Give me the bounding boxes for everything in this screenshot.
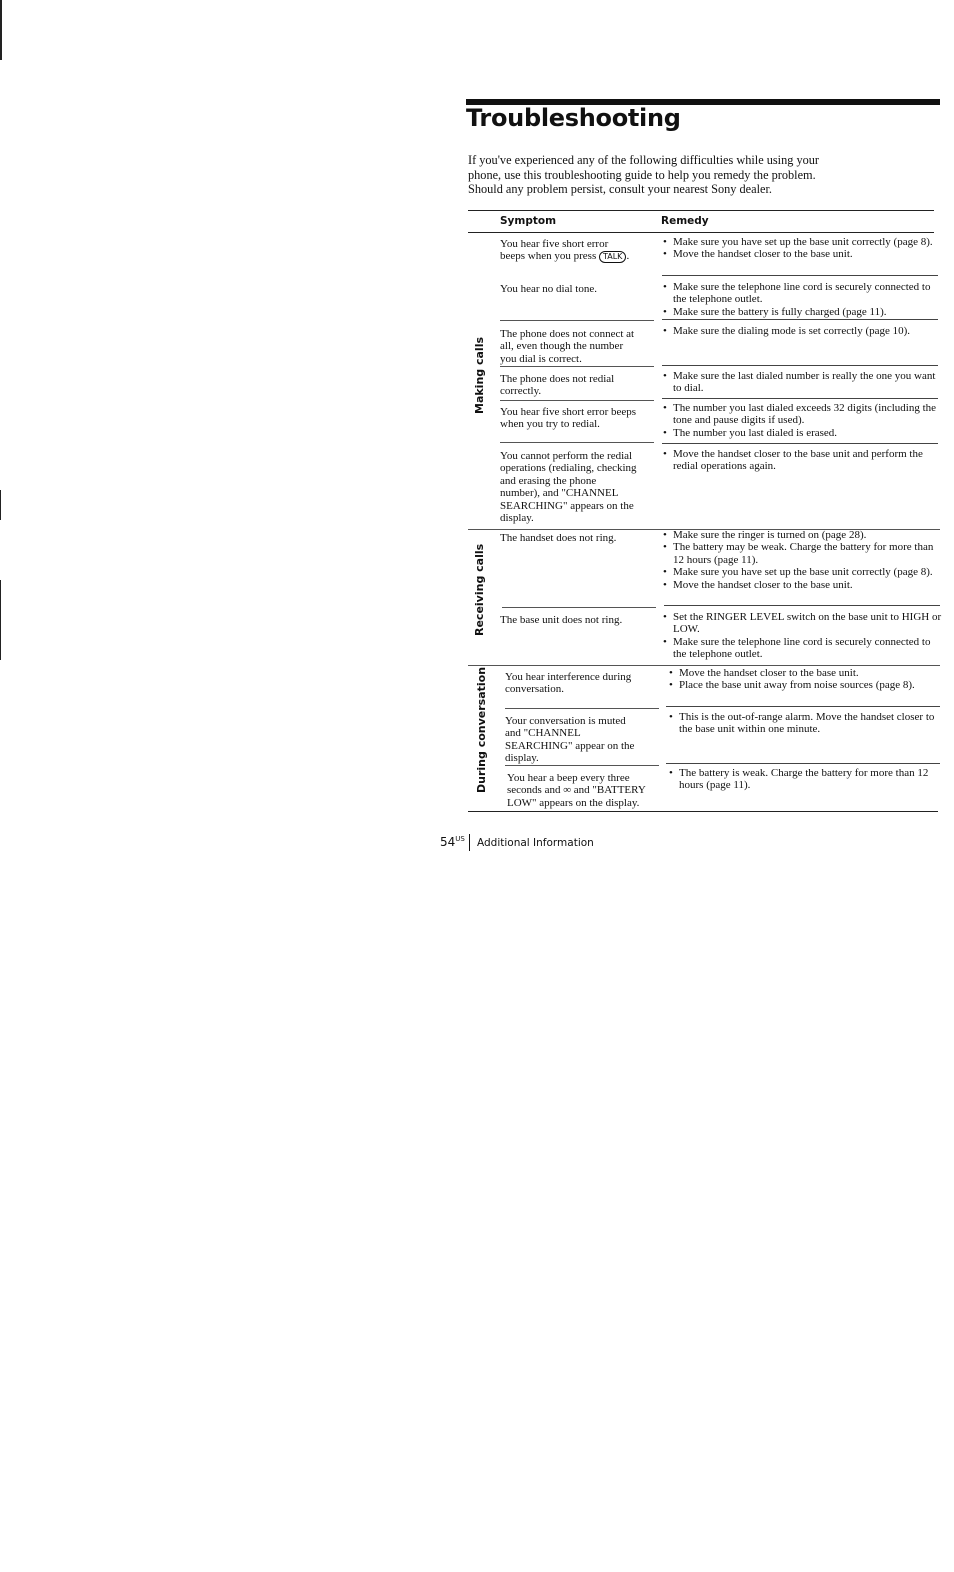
- row-divider: [666, 763, 940, 764]
- remedy-header: Remedy: [661, 215, 709, 227]
- remedy-item: • The number you last dialed is erased.: [662, 427, 942, 439]
- row-divider: [505, 765, 659, 766]
- symptom-text: [500, 238, 658, 263]
- row-divider: [662, 365, 938, 366]
- remedy-item: • Move the handset closer to the base unit.: [662, 248, 942, 260]
- remedy-list: [662, 325, 942, 337]
- symptom-text: You hear interference during conversation.: [505, 671, 632, 696]
- scan-edge-mark: [0, 580, 1, 660]
- symptom-text: The phone does not redial correctly.: [500, 373, 615, 398]
- symptom-text: You hear five short error beeps when you try to redial.: [500, 406, 637, 431]
- remedy-item: • The battery is weak. Charge the battery for more than 12 hours (page 11).: [668, 767, 948, 792]
- row-divider: [664, 605, 940, 606]
- remedy-item: • Make sure you have set up the base unit correctly (page 8).: [662, 566, 942, 578]
- page-title: Troubleshooting: [466, 104, 681, 132]
- remedy-item: • Make sure you have set up the base unit correctly (page 8).: [662, 236, 942, 248]
- remedy-item: • Move the handset closer to the base unit.: [668, 667, 948, 679]
- remedy-item: • Make sure the dialing mode is set correctly (page 10).: [662, 325, 942, 337]
- remedy-item: • Place the base unit away from noise sources (page 8).: [668, 679, 948, 691]
- page-number-value: 54: [440, 835, 456, 849]
- remedy-item: • Make sure the last dialed number is really the one you want to dial.: [662, 370, 942, 395]
- row-divider: [500, 400, 654, 401]
- remedy-item: • Make sure the telephone line cord is securely connected to the telephone outlet.: [662, 636, 942, 661]
- symptom-text: The base unit does not ring.: [500, 614, 623, 626]
- row-divider: [500, 320, 654, 321]
- remedy-item: • The battery may be weak. Charge the battery for more than 12 hours (page 11).: [662, 541, 942, 566]
- table-top-rule: [468, 210, 934, 211]
- symptom-text: You hear no dial tone.: [500, 283, 597, 295]
- remedy-list: [662, 529, 942, 591]
- group-label-during-conversation: During conversation: [475, 666, 488, 793]
- row-divider: [666, 706, 940, 707]
- remedy-list: [662, 236, 942, 261]
- intro-line: If you've experienced any of the following difficulties while using your: [468, 153, 819, 167]
- table-bottom-rule: [468, 811, 938, 812]
- intro-paragraph: [468, 153, 888, 197]
- row-divider: [662, 398, 938, 399]
- remedy-item: • This is the out-of-range alarm. Move the handset closer to the base unit within one minute.: [668, 711, 948, 736]
- remedy-list: [668, 767, 948, 792]
- symptom-text: The handset does not ring.: [500, 532, 617, 544]
- footer-section-label: Additional Information: [477, 837, 594, 849]
- symptom-text-part: You hear five short error beeps when you press: [500, 238, 609, 263]
- remedy-item: • Move the handset closer to the base unit.: [662, 579, 942, 591]
- remedy-list: [662, 611, 942, 661]
- remedy-list: [668, 667, 948, 692]
- remedy-list: [662, 281, 942, 318]
- row-divider: [662, 443, 938, 444]
- remedy-list: [662, 448, 942, 473]
- symptom-text: The phone does not connect at all, even though the number you dial is correct.: [500, 328, 635, 365]
- row-divider: [500, 442, 654, 443]
- remedy-list: [662, 370, 942, 395]
- row-divider: [505, 708, 659, 709]
- scan-edge-mark: [0, 0, 2, 60]
- remedy-item: • Move the handset closer to the base unit and perform the redial operations again.: [662, 448, 942, 473]
- row-divider: [502, 607, 656, 608]
- talk-key-icon: TALK: [599, 251, 626, 263]
- page-number: [440, 835, 465, 849]
- row-divider: [662, 319, 938, 320]
- row-divider: [662, 275, 938, 276]
- remedy-item: • Make sure the telephone line cord is securely connected to the telephone outlet.: [662, 281, 942, 306]
- scan-edge-mark: [0, 490, 1, 520]
- symptom-header: Symptom: [500, 215, 557, 227]
- remedy-item: • Make sure the battery is fully charged (page 11).: [662, 306, 942, 318]
- remedy-item: • Make sure the ringer is turned on (page 28).: [662, 529, 942, 541]
- symptom-text: Your conversation is muted and "CHANNEL SEARCHING" appear on the display.: [505, 715, 635, 765]
- remedy-item: • Set the RINGER LEVEL switch on the base unit to HIGH or LOW.: [662, 611, 942, 636]
- symptom-text: You hear a beep every three seconds and ∞ and "BATTERY LOW" appears on the display.: [507, 772, 646, 809]
- table-header-rule: [468, 232, 934, 233]
- page-number-suffix: US: [455, 835, 465, 843]
- intro-line: Should any problem persist, consult your nearest Sony dealer.: [468, 182, 772, 197]
- group-label-making-calls: Making calls: [473, 336, 486, 414]
- group-label-receiving-calls: Receiving calls: [473, 543, 486, 636]
- footer-divider: [469, 834, 470, 851]
- symptom-text-part: .: [626, 250, 630, 263]
- remedy-list: [668, 711, 948, 736]
- intro-line: phone, use this troubleshooting guide to help you remedy the problem.: [468, 167, 816, 182]
- row-divider: [500, 366, 654, 367]
- remedy-item: • The number you last dialed exceeds 32 digits (including the tone and pause digits if used).: [662, 402, 942, 427]
- group-divider: [468, 665, 940, 666]
- symptom-text: You cannot perform the redial operations (redialing, checking and erasing the phone number), and "CHANNEL SEARCHING" appears on the display.: [500, 450, 637, 525]
- remedy-list: [662, 402, 942, 439]
